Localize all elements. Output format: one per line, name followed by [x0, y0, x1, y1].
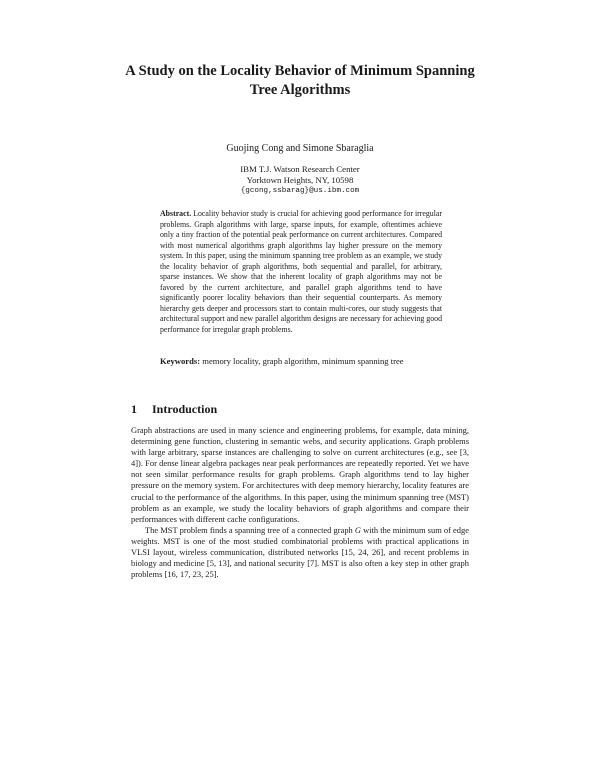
abstract-label: Abstract. — [160, 209, 192, 218]
paragraph-1: Graph abstractions are used in many science and engineering problems, for example, data mining, determining gene function, clustering in semantic webs, and security applications. Graph problems with large arbitrary, sparse instances are challenging to solve on current architectures (e.g., see [3, 4]). For dense linear algebra packages near peak performances are repeatedly reported. Yet we have not seen similar performance results for graph problems. Graph algorithms tend to lay higher pressure on the memory system. For architectures with deep memory hierarchy, locality features are crucial to the performance of the algorithms. In this paper, using the minimum spanning tree (MST) problem as an example, we study the locality behaviors of graph algorithms and compare their performances with different cache configurations. — [131, 425, 469, 524]
keywords-text: memory locality, graph algorithm, minimum spanning tree — [202, 356, 404, 366]
paragraph-2 — [131, 525, 469, 580]
section-title: Introduction — [152, 402, 218, 416]
paragraph-2-part-a: The MST problem finds a spanning tree of a connected graph — [145, 524, 355, 535]
paragraph-2-part-b: with the minimum sum of edge weights. MST is one of the most studied combinatorial problems with practical applications in VLSI layout, wireless communication, distributed networks [15, 24, 26], and recent problems in biology and medicine [5, 13], and national security [7]. MST is also often a key step in other graph problems [16, 17, 23, 25]. — [131, 524, 469, 580]
variable-g: G — [354, 524, 361, 535]
section-heading — [131, 402, 431, 417]
affiliation-line2: Yorktown Heights, NY, 10598 — [246, 175, 354, 186]
keywords — [160, 356, 450, 367]
paper-title: A Study on the Locality Behavior of Minimum Spanning Tree Algorithms — [125, 63, 475, 98]
affiliation-email: {gcong,ssbarag}@us.ibm.com — [240, 187, 360, 196]
affiliation-block — [150, 164, 450, 198]
keywords-label: Keywords: — [160, 356, 201, 366]
abstract — [160, 209, 442, 336]
section-body — [131, 425, 469, 580]
section-number: 1 — [131, 402, 137, 416]
affiliation-line1: IBM T.J. Watson Research Center — [240, 164, 360, 174]
abstract-text: Locality behavior study is crucial for achieving good performance for irregular problems. Graph algorithms with large, sparse inputs, for example, oftentimes achieve only a tiny fraction of the potential peak performance on current architectures. Compared with most numerical algorithms graph algorithms lay higher pressure on the memory system. In this paper, using the minimum spanning tree problem as an example, we study the locality behavior of graph algorithms, both sequential and parallel, for arbitrary, sparse instances. We show that the inherent locality of graph algorithms may not be favored by the current architecture, and parallel graph algorithms tend to have significantly poorer locality behaviors than their sequential counterparts. As memory hierarchy gets deeper and processors start to contain multi-cores, our study suggests that architectural support and new parallel algorithm designs are necessary for achieving good performance for irregular graph problems. — [160, 209, 442, 335]
paper-authors: Guojing Cong and Simone Sbaraglia — [226, 143, 374, 154]
